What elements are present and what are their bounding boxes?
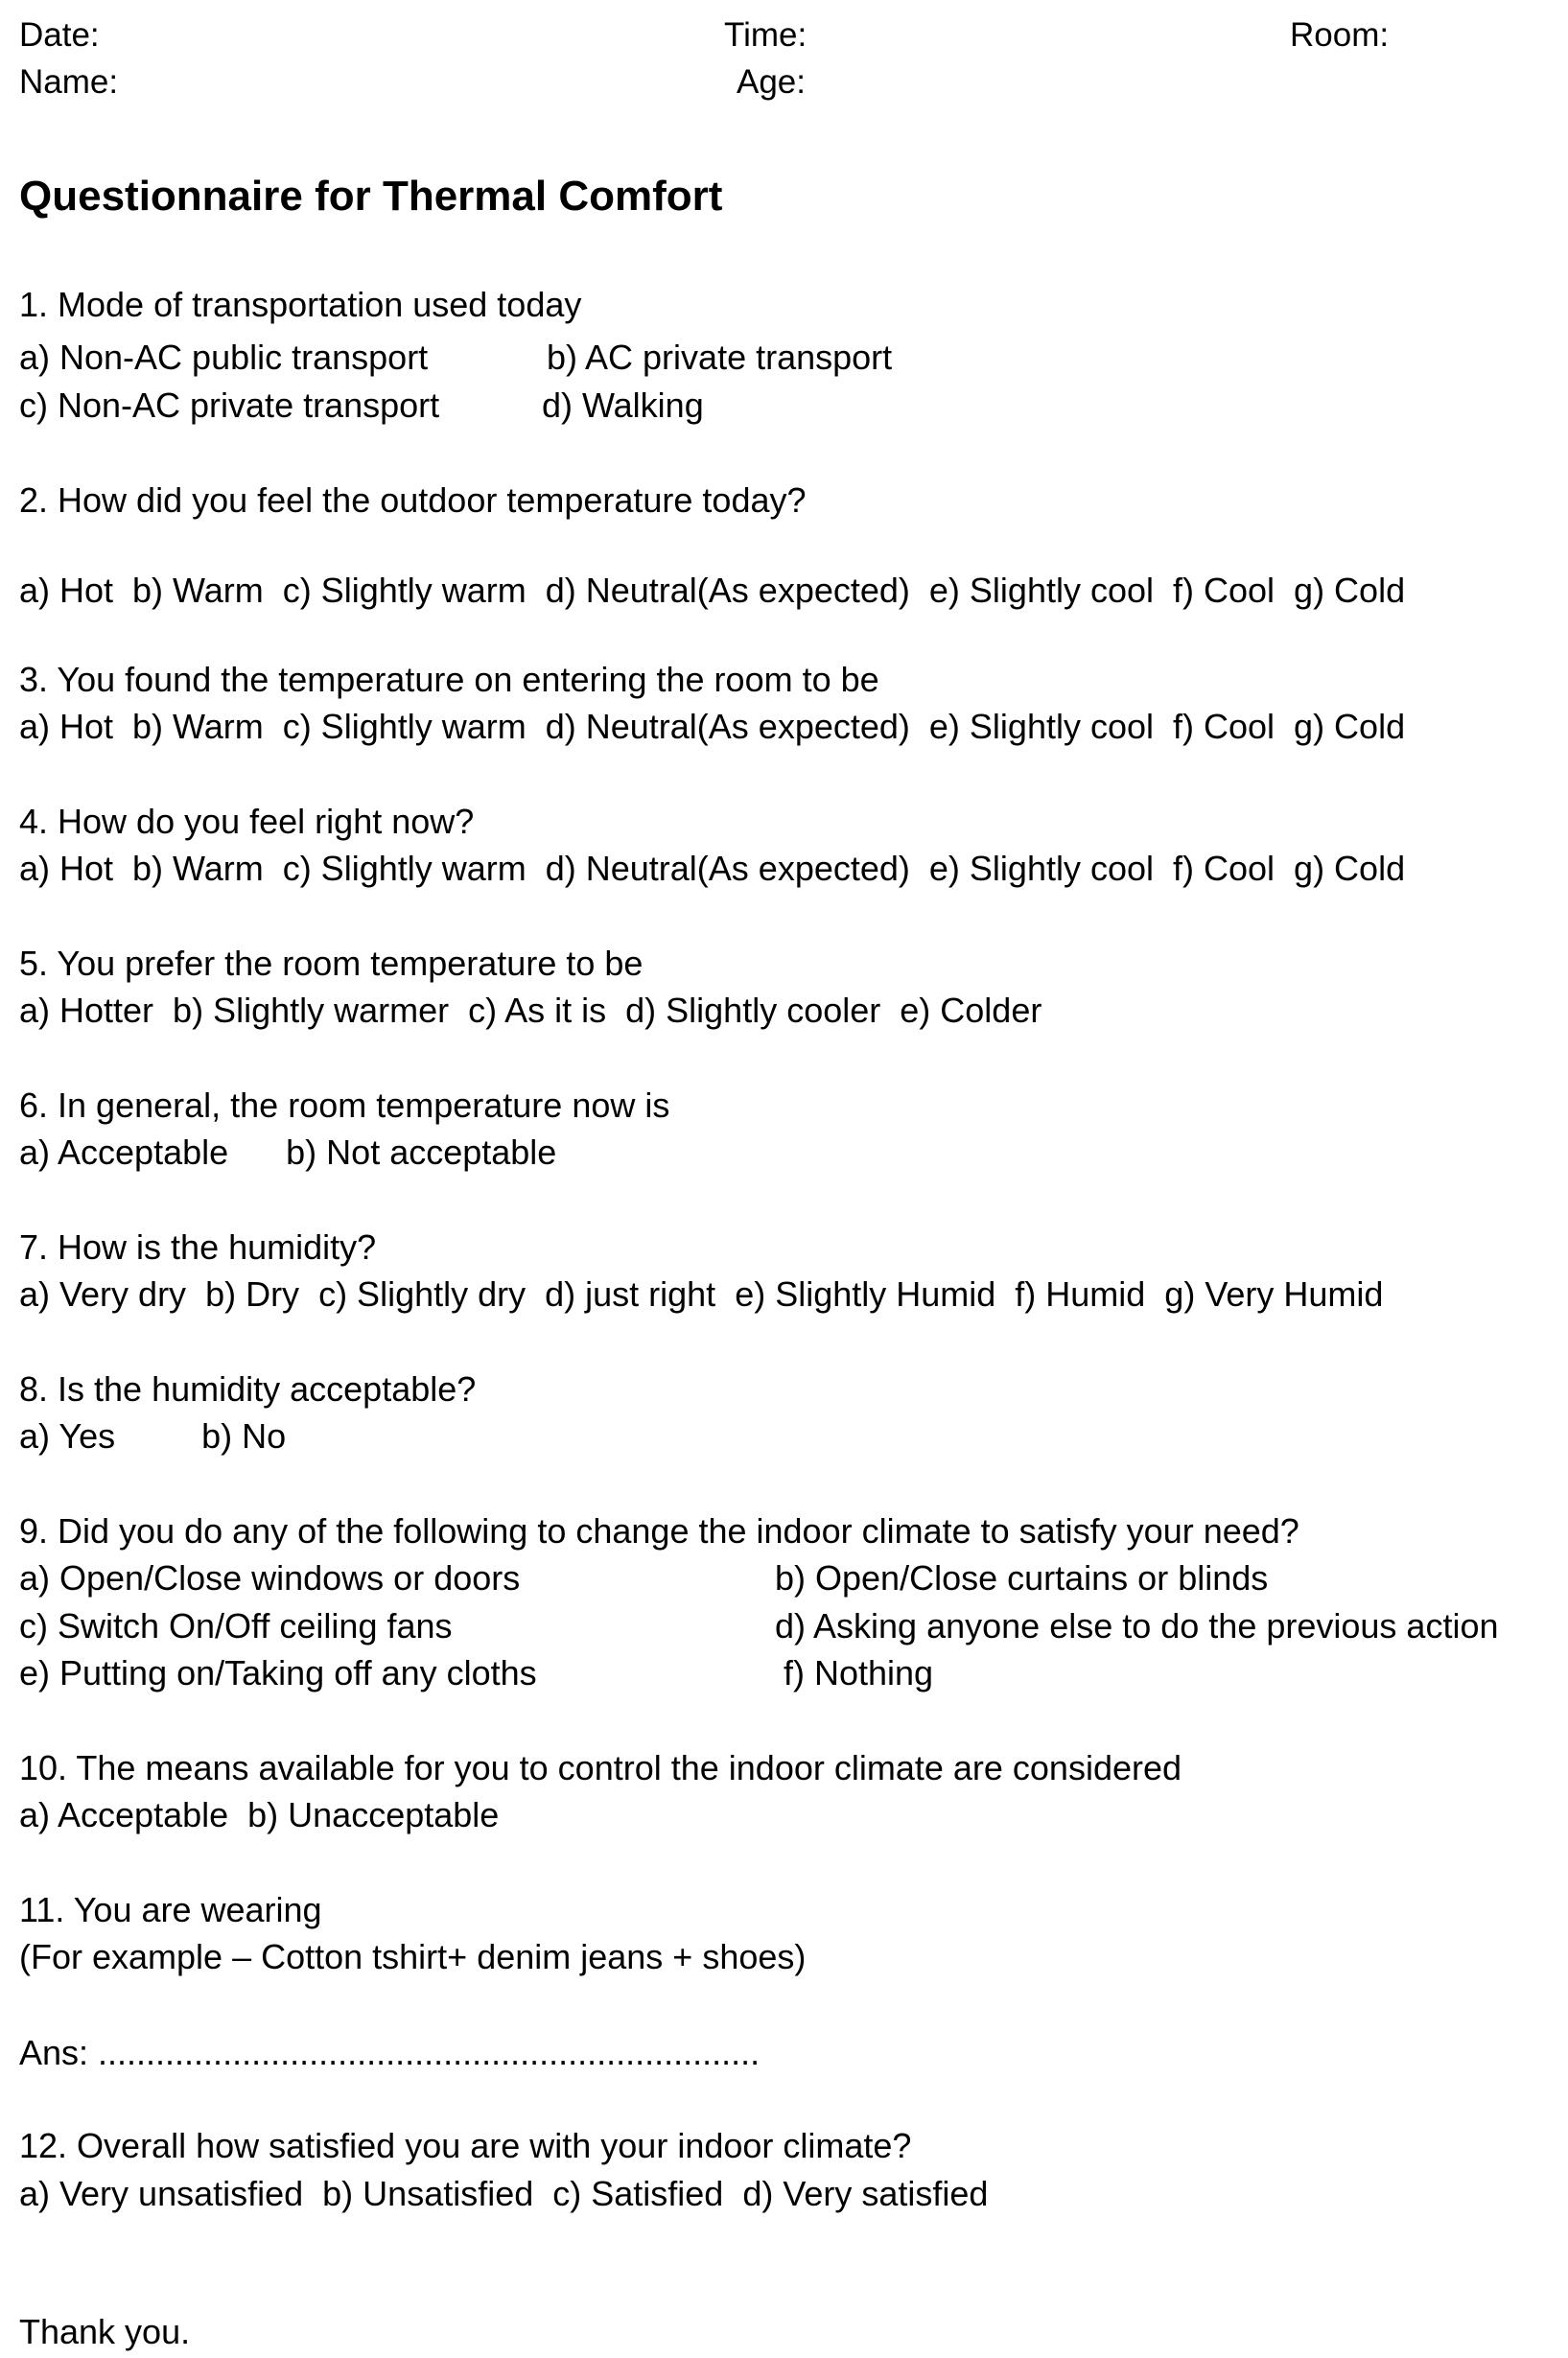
q1-option-d: d) Walking — [542, 385, 704, 425]
age-label: Age: — [737, 63, 806, 101]
room-label: Room: — [1290, 16, 1390, 54]
q3-options: a) Hot b) Warm c) Slightly warm d) Neutral(As expected) e) Slightly cool f) Cool g) Cold — [19, 707, 1406, 746]
question-4: 4. How do you feel right now? — [19, 802, 475, 841]
question-9: 9. Did you do any of the following to change the indoor climate to satisfy your need? — [19, 1511, 1299, 1551]
q9-option-d: d) Asking anyone else to do the previous action — [775, 1606, 1499, 1646]
q11-example: (For example – Cotton tshirt+ denim jeans + shoes) — [19, 1937, 807, 1976]
question-2: 2. How did you feel the outdoor temperature today? — [19, 480, 807, 520]
q10-options: a) Acceptable b) Unacceptable — [19, 1795, 500, 1834]
time-label: Time: — [724, 16, 807, 54]
question-6: 6. In general, the room temperature now is — [19, 1086, 670, 1125]
q5-options: a) Hotter b) Slightly warmer c) As it is d) Slightly cooler e) Colder — [19, 991, 1042, 1030]
q11-answer-line: Ans: ..................................................................... — [19, 2033, 761, 2072]
question-11: 11. You are wearing — [19, 1890, 322, 1929]
q7-options: a) Very dry b) Dry c) Slightly dry d) just right e) Slightly Humid f) Humid g) Very Humid — [19, 1274, 1384, 1314]
question-8: 8. Is the humidity acceptable? — [19, 1369, 477, 1409]
q12-options: a) Very unsatisfied b) Unsatisfied c) Satisfied d) Very satisfied — [19, 2174, 989, 2213]
date-label: Date: — [19, 16, 100, 54]
question-7: 7. How is the humidity? — [19, 1227, 377, 1267]
q9-option-a: a) Open/Close windows or doors — [19, 1558, 521, 1598]
question-3: 3. You found the temperature on entering the room to be — [19, 660, 879, 699]
q2-options: a) Hot b) Warm c) Slightly warm d) Neutral(As expected) e) Slightly cool f) Cool g) Cold — [19, 571, 1406, 610]
page-title: Questionnaire for Thermal Comfort — [19, 173, 723, 220]
q9-option-f: f) Nothing — [784, 1653, 934, 1693]
q1-option-c: c) Non-AC private transport — [19, 385, 440, 425]
q9-option-c: c) Switch On/Off ceiling fans — [19, 1606, 453, 1646]
closing-text: Thank you. — [19, 2312, 191, 2351]
q4-options: a) Hot b) Warm c) Slightly warm d) Neutral(As expected) e) Slightly cool f) Cool g) Cold — [19, 849, 1406, 888]
q1-option-b: b) AC private transport — [547, 338, 893, 377]
question-1: 1. Mode of transportation used today — [19, 285, 582, 324]
q6-options: a) Acceptable b) Not acceptable — [19, 1132, 557, 1172]
question-10: 10. The means available for you to control the indoor climate are considered — [19, 1748, 1182, 1787]
q9-option-b: b) Open/Close curtains or blinds — [775, 1558, 1269, 1598]
q8-options: a) Yes b) No — [19, 1416, 287, 1456]
q1-option-a: a) Non-AC public transport — [19, 338, 429, 377]
name-label: Name: — [19, 63, 119, 101]
q9-option-e: e) Putting on/Taking off any cloths — [19, 1653, 537, 1693]
question-5: 5. You prefer the room temperature to be — [19, 944, 644, 983]
question-12: 12. Overall how satisfied you are with your indoor climate? — [19, 2126, 912, 2165]
